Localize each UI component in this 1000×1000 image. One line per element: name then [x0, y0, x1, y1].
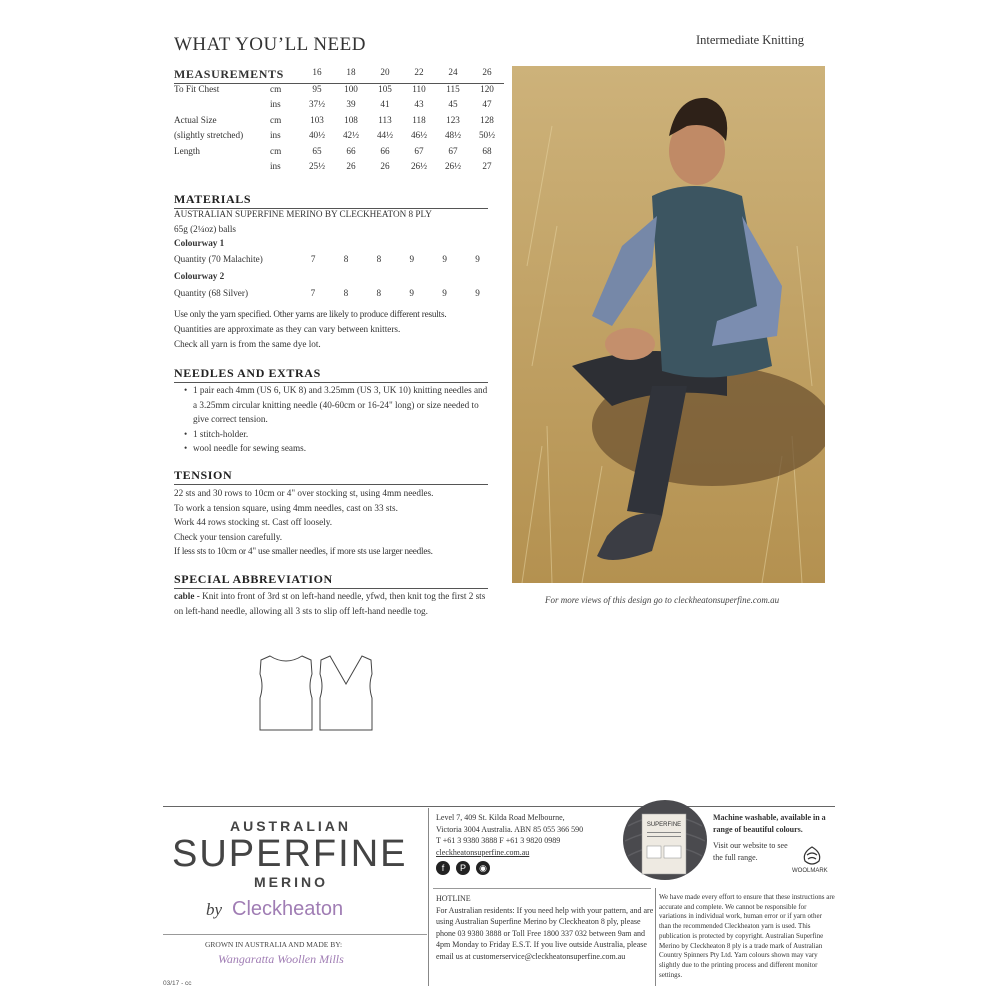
measurement-value: 128: [480, 114, 494, 125]
tension-line: To work a tension square, using 4mm needles, cast on 33 sts.: [174, 502, 398, 513]
measurement-value: 50½: [478, 130, 496, 140]
measurement-value: 66: [380, 145, 390, 156]
measurement-row: [174, 83, 504, 99]
brand-line-3: MERINO: [254, 874, 328, 890]
measurement-value: 26½: [444, 161, 462, 171]
needles-section: [183, 383, 493, 456]
measurement-value: 40½: [308, 130, 326, 140]
measurement-unit: cm: [270, 145, 282, 156]
quantity-value: 7: [310, 253, 316, 264]
quantity-value: 7: [310, 287, 316, 298]
measurement-row: [174, 115, 504, 131]
measurement-unit: ins: [270, 130, 281, 140]
measurement-value: 45: [448, 99, 458, 109]
measurement-value: 115: [446, 83, 460, 94]
yarn-name: AUSTRALIAN SUPERFINE MERINO BY CLECKHEATON 8 PLY: [174, 209, 432, 219]
machine-washable: Machine washable, available in a range of beautiful colours.: [713, 813, 826, 834]
quantity-label: Quantity (68 Silver): [174, 287, 248, 298]
brand-by: by: [206, 900, 223, 919]
photo-caption: For more views of this design go to cleckheatonsuperfine.com.au: [545, 595, 780, 605]
measurement-value: 100: [344, 83, 358, 94]
abbreviation-text: Knit into front of 3rd st on left-hand needle, yfwd, then knit tog the first 2 sts on left-hand needle, allowing all 3 sts to slip off left-hand needle tog.: [174, 591, 486, 616]
grown-text: GROWN IN AUSTRALIA AND MADE BY:: [205, 940, 343, 949]
quantity-value: 9: [409, 253, 415, 264]
measurement-value: 44½: [376, 130, 394, 140]
quantity-row-1: [174, 252, 494, 268]
footer-divider: [433, 888, 651, 889]
page-title: WHAT YOU’LL NEED: [174, 34, 366, 55]
quantity-value: 8: [376, 253, 382, 264]
size-header: 16: [300, 67, 334, 83]
address-line: Level 7, 409 St. Kilda Road Melbourne,: [436, 813, 565, 822]
woolmark-label: WOOLMARK: [792, 868, 828, 874]
measurement-value: 43: [414, 99, 424, 109]
abbreviation-term: cable -: [174, 591, 200, 601]
needles-item: • 1 stitch-holder.: [193, 427, 493, 442]
cleckheaton-logo: Cleckheaton: [232, 898, 344, 920]
quantity-value: 9: [475, 253, 480, 264]
brand-line-2: SUPERFINE: [172, 833, 408, 875]
size-header: 22: [402, 67, 436, 83]
measurement-value: 118: [412, 114, 426, 125]
disclaimer: We have made every effort to ensure that these instructions are accurate and complete. We cannot be responsible for variations in individual work, human error or if yarn other than the recommended Cleckheaton yarn is used. This publication is protected by copyright. Australian Superfine Merino by Cleckheaton 8 ply is a trade mark of Australian Country Spinners Pty Ltd. Yarn colours shown may vary slightly due to the printing process and different monitor settings.: [659, 893, 835, 979]
quantity-value: 8: [343, 287, 349, 298]
tension-line: Check your tension carefully.: [174, 531, 283, 542]
measurement-value: 95: [312, 83, 322, 94]
yarn-note: Use only the yarn specified. Other yarns are likely to produce different results.: [174, 309, 447, 320]
skill-level: Intermediate Knitting: [696, 33, 804, 47]
measurement-value: 37½: [308, 99, 326, 109]
measurement-label: (slightly stretched): [174, 130, 244, 140]
footer-divider: [163, 934, 427, 935]
needles-item: • 1 pair each 4mm (US 6, UK 8) and 3.25mm (US 3, UK 10) knitting needles and a 3.25mm circular knitting needle (40-60cm or 16-24" long) or size needed to give correct tension.: [193, 383, 493, 427]
measurement-value: 39: [346, 99, 356, 109]
measurement-row: [174, 130, 504, 146]
yarn-label-text: SUPERFINE: [646, 822, 682, 828]
tension-line: If less sts to 10cm or 4" use smaller needles, if more sts use larger needles.: [174, 546, 433, 557]
measurement-unit: cm: [270, 83, 282, 94]
hotline-block: [436, 893, 654, 963]
measurement-value: 42½: [342, 130, 360, 140]
photo-illustration: [512, 66, 825, 583]
measurement-label: Length: [174, 145, 201, 156]
materials-heading: MATERIALS: [174, 192, 488, 209]
back-outline: [260, 656, 312, 730]
abbreviation-section: [174, 589, 486, 618]
footer-divider: [428, 808, 429, 986]
measurements-section: [174, 67, 504, 177]
measurement-value: 105: [378, 83, 392, 94]
tension-section: [174, 486, 504, 559]
measurement-value: 67: [414, 145, 424, 156]
measurement-value: 27: [482, 161, 492, 171]
measurement-value: 65: [312, 145, 322, 156]
needles-item: • wool needle for sewing seams.: [193, 441, 493, 456]
quantity-value: 9: [409, 287, 414, 298]
quantity-value: 9: [442, 287, 447, 298]
footer-divider: [655, 888, 656, 986]
measurement-label: [174, 161, 270, 177]
measurement-value: 123: [446, 114, 460, 125]
tension-heading: TENSION: [174, 468, 488, 485]
quantity-row-2: [174, 286, 494, 302]
brand-line-1: AUSTRALIAN: [230, 818, 351, 834]
garment-schematic: [256, 652, 378, 734]
facebook-icon[interactable]: f: [436, 861, 450, 875]
measurement-row: [174, 146, 504, 162]
quantity-label: Quantity (70 Malachite): [174, 253, 263, 264]
measurement-value: 25½: [308, 161, 326, 171]
measurement-value: 113: [378, 114, 392, 125]
size-header: 24: [436, 67, 470, 83]
size-header: 20: [368, 67, 402, 83]
ball-weight: 65g (2¼oz) balls: [174, 223, 237, 234]
measurements-table: [174, 67, 504, 177]
measurements-heading: MEASUREMENTS: [174, 67, 300, 83]
colourway-1: Colourway 1: [174, 238, 225, 249]
needles-heading: NEEDLES AND EXTRAS: [174, 366, 488, 383]
measurement-value: 46½: [410, 130, 428, 140]
yarn-note: Check all yarn is from the same dye lot.: [174, 338, 321, 349]
woolmark-icon: [797, 845, 827, 867]
hotline-text: For Australian residents: If you need help with your pattern, and are using Australian Superfine Merino by Cleckheaton 8 ply, please phone 03 9380 3888 or Toll Free 1800 337 032 between 9am and 4pm Monday to Friday E.S.T. If you live outside Australia, please email us at customerservice@cleckheatonsuperfine.com.au: [436, 905, 654, 961]
measurement-value: 67: [448, 145, 458, 156]
website-link[interactable]: cleckheatonsuperfine.com.au: [436, 847, 530, 857]
measurement-value: 26: [380, 161, 390, 171]
hotline-title: HOTLINE: [436, 894, 471, 903]
measurement-value: 47: [482, 99, 492, 109]
instagram-icon[interactable]: ◉: [476, 861, 490, 875]
measurement-value: 120: [480, 83, 494, 94]
measurement-label: [174, 99, 270, 115]
measurement-label: To Fit Chest: [174, 83, 220, 94]
quantity-value: 8: [376, 287, 382, 298]
mills-logo: Wangaratta Woollen Mills: [218, 952, 344, 966]
front-outline: [320, 656, 372, 730]
measurement-value: 68: [482, 145, 492, 156]
visit-website: Visit our website to see the full range.: [713, 841, 788, 862]
measurement-value: 41: [380, 99, 390, 109]
measurement-value: 103: [310, 114, 324, 125]
measurement-value: 26: [346, 161, 356, 171]
abbreviation-heading: SPECIAL ABBREVIATION: [174, 572, 488, 589]
measurement-unit: ins: [270, 99, 281, 109]
measurement-unit: cm: [270, 114, 282, 125]
measurement-value: 66: [346, 145, 356, 156]
tension-line: 22 sts and 30 rows to 10cm or 4" over stocking st, using 4mm needles.: [174, 488, 434, 498]
measurement-value: 108: [344, 114, 358, 125]
materials-section: [174, 207, 494, 351]
measurement-value: 26½: [410, 161, 428, 171]
footer-divider: [163, 806, 835, 807]
colourway-2: Colourway 2: [174, 271, 225, 282]
measurement-label: Actual Size: [174, 114, 217, 125]
size-header: 18: [334, 67, 368, 83]
phone-line: T +61 3 9380 3888 F +61 3 9820 0989: [436, 836, 561, 846]
quantity-value: 8: [343, 253, 349, 264]
tension-line: Work 44 rows stocking st. Cast off loosely.: [174, 517, 332, 528]
measurement-value: 110: [412, 83, 426, 94]
pinterest-icon[interactable]: P: [456, 861, 470, 875]
model-photo: [512, 66, 825, 583]
contact-block: [436, 812, 636, 875]
address-line: Victoria 3004 Australia. ABN 85 055 366 590: [436, 824, 584, 834]
yarn-note: Quantities are approximate as they can vary between knitters.: [174, 323, 401, 334]
measurement-row: [174, 161, 504, 177]
measurement-unit: ins: [270, 161, 281, 171]
measurement-value: 48½: [444, 130, 462, 140]
size-header: 26: [470, 67, 504, 83]
quantity-value: 9: [475, 287, 480, 298]
quantity-value: 9: [442, 253, 447, 264]
measurement-row: [174, 99, 504, 115]
print-code: 03/17 - cc: [163, 980, 192, 987]
yarn-ball-image: [620, 796, 710, 882]
